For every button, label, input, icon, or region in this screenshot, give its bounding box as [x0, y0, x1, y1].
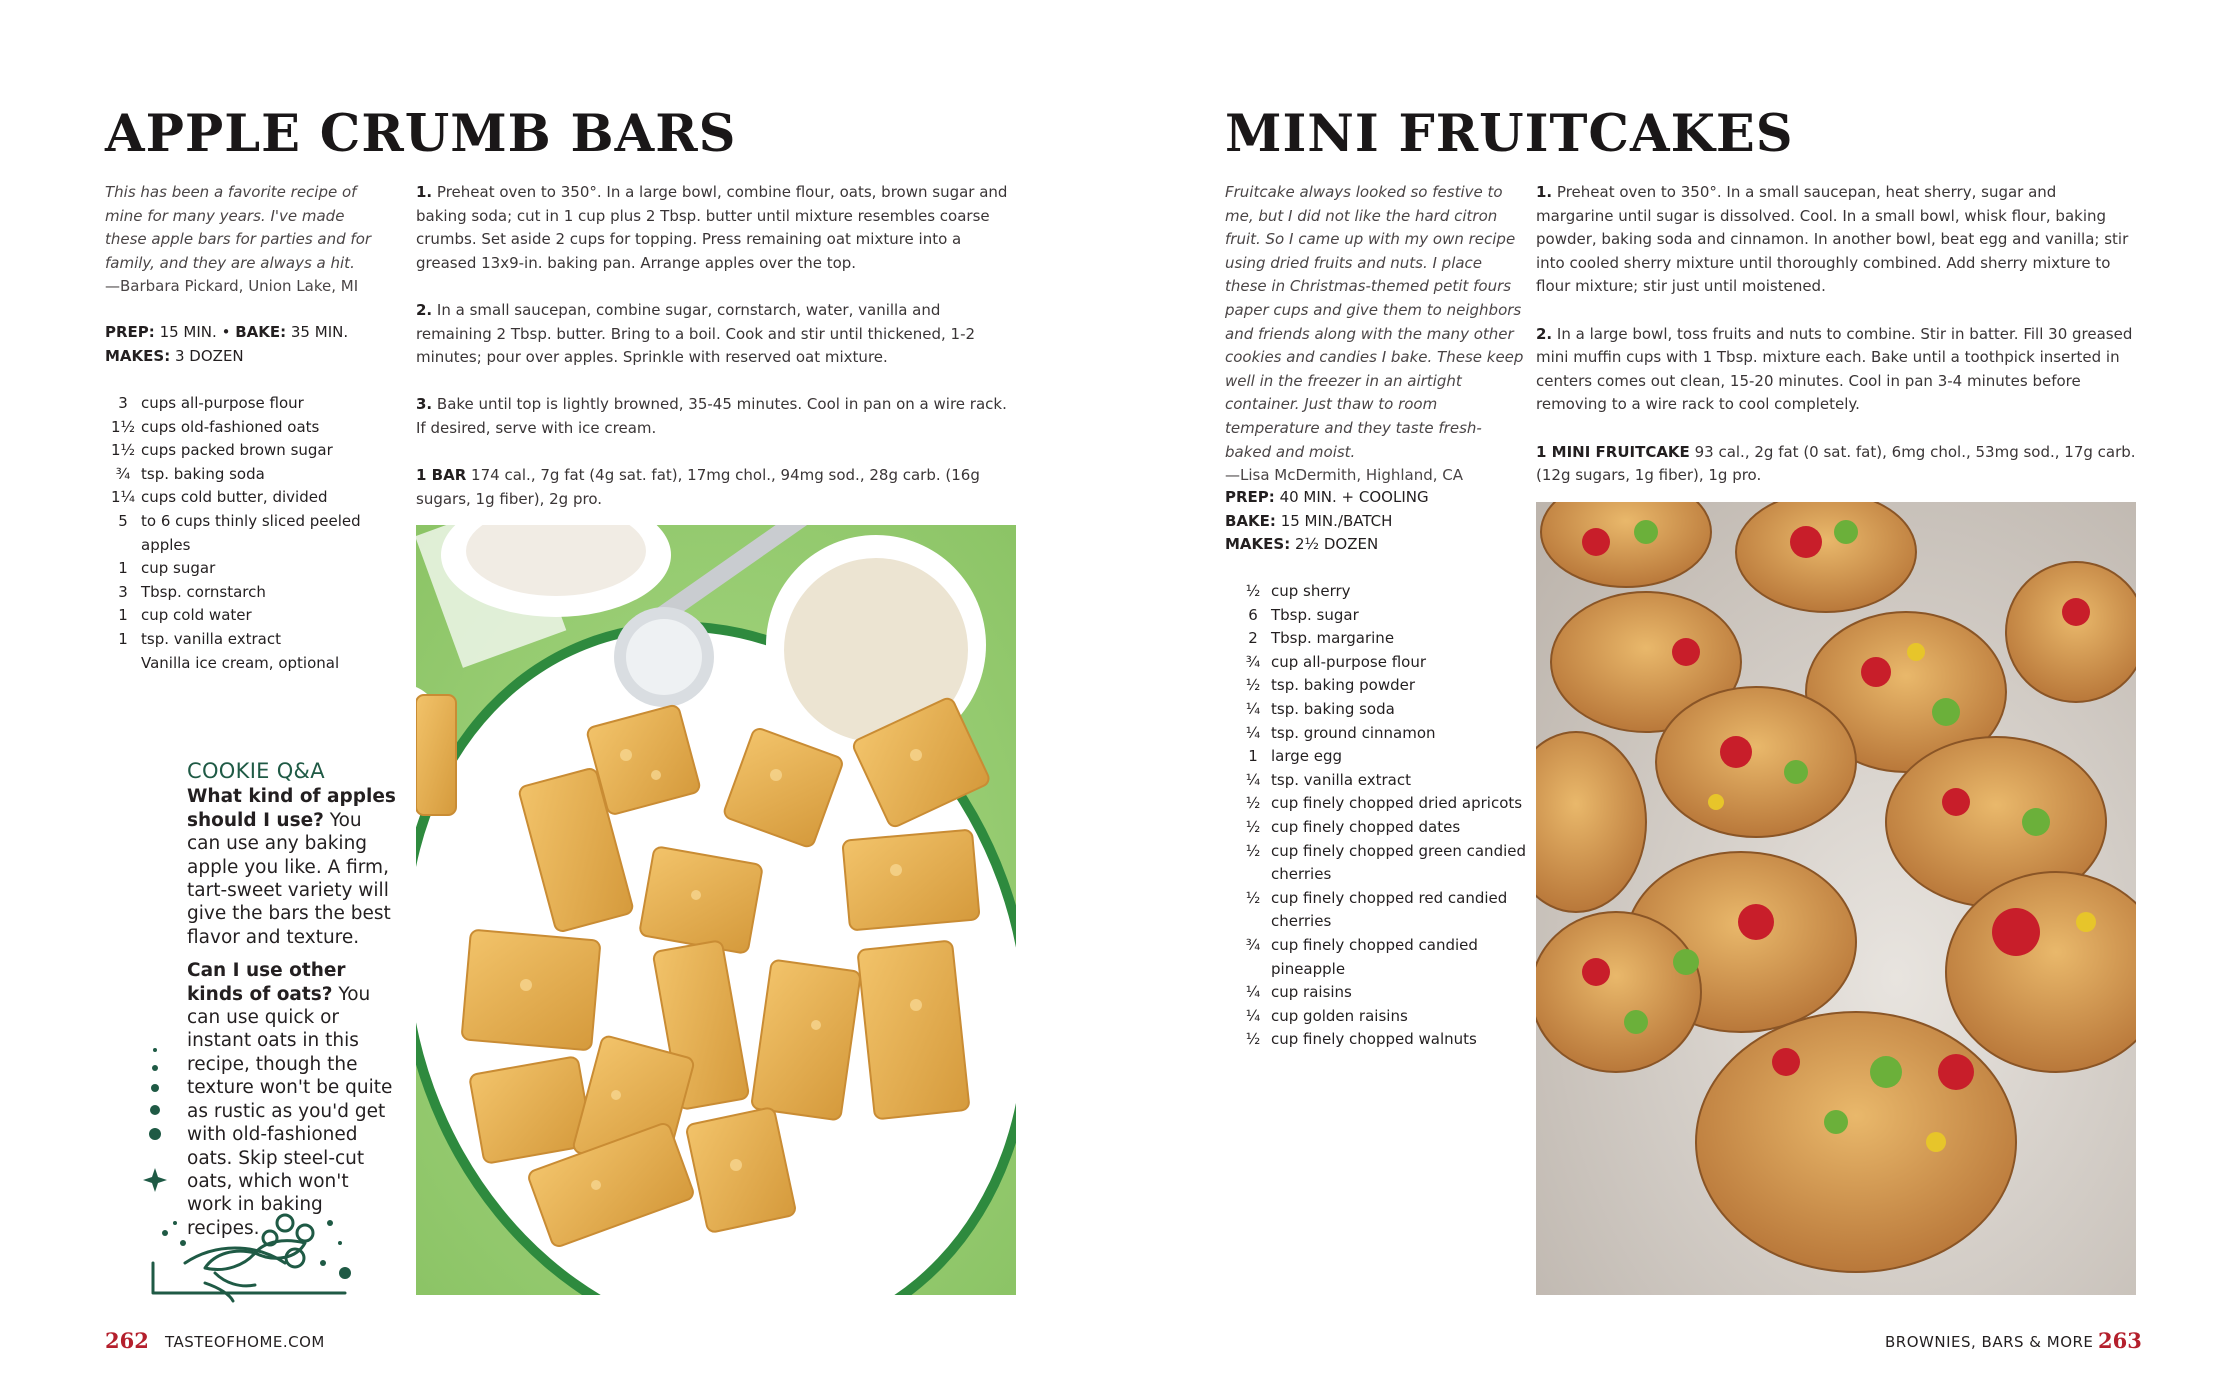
- page-number: 262: [105, 1328, 149, 1353]
- ingredient-item: 1 large egg: [1248, 747, 1343, 766]
- recipe-title: APPLE CRUMB BARS: [105, 104, 737, 164]
- qa-answer: You can use quick or instant oats in this recipe, though the texture won't be quite as rustic as you'd get with old-fashioned oats. Skip steel-cut oats, which won't work in baking recipes.: [187, 983, 393, 1239]
- qa-question: Can I use other kinds of oats?: [187, 960, 346, 1005]
- page-number: 263: [2098, 1328, 2142, 1353]
- makes-label: MAKES:: [105, 346, 171, 365]
- ingredient-item: 1 cup sugar: [118, 559, 216, 578]
- ingredient-item: ½ cup finely chopped dried apricots: [1245, 794, 1523, 813]
- ingredient-item: ½ cup finely chopped red candied cherries: [1245, 888, 1508, 931]
- ingredient-list: [1235, 580, 1535, 1052]
- photo-illustration: [1536, 502, 2136, 1295]
- recipe-title: MINI FRUITCAKES: [1225, 104, 1794, 164]
- intro-text: This has been a favorite recipe of mine for many years. I've made these apple bars for parties and for family, and they are always a hit.: [105, 183, 372, 272]
- photo-illustration: [416, 525, 1016, 1295]
- ingredient-item: 1 tsp. vanilla extract: [118, 629, 282, 648]
- ingredient-item: ¼ tsp. baking soda: [1245, 699, 1395, 718]
- bake-time: 35 MIN.: [290, 323, 349, 341]
- nutrition-facts: 1 MINI FRUITCAKE 93 cal., 2g fat (0 sat. fat), 6mg chol., 53mg sod., 17g carb. (12g sugars, 1g fiber), 1g pro.: [1536, 442, 2136, 485]
- direction-step: 1. Preheat oven to 350°. In a large bowl, combine flour, oats, brown sugar and baking soda; cut in 1 cup plus 2 Tbsp. butter until mixture resembles coarse crumbs. Set aside 2 cups for topping. Press remaining oat mixture into a greased 13x9-in. baking pan. Arrange apples over the top.: [416, 183, 1008, 272]
- ingredient-item: ¼ cup golden raisins: [1245, 1006, 1408, 1025]
- ingredient-item: ¼ cup raisins: [1245, 983, 1352, 1002]
- ingredient-item: 3 Tbsp. cornstarch: [118, 582, 266, 601]
- direction-step: 2. In a large bowl, toss fruits and nuts to combine. Stir in batter. Fill 30 greased mini muffin cups with 1 Tbsp. mixture each. Bake until a toothpick inserted in centers comes out clean, 15-20 minutes. Cool in pan 3-4 minutes before removing to a wire rack to cool completely.: [1536, 324, 2133, 414]
- ingredient-item: 6 Tbsp. sugar: [1248, 605, 1359, 624]
- ingredient-item: ¾ cup finely chopped candied pineapple: [1245, 935, 1478, 978]
- ingredient-item: 1½ cups packed brown sugar: [110, 441, 333, 460]
- ingredient-item: 2 Tbsp. margarine: [1248, 629, 1395, 648]
- ingredient-item: 1 cup cold water: [118, 606, 252, 625]
- ingredient-item: 1½ cups old-fashioned oats: [110, 417, 320, 436]
- directions: [1536, 181, 2136, 488]
- running-footer: TASTEOFHOME.COM: [165, 1333, 325, 1351]
- qa-item: [187, 785, 397, 949]
- apple-crumb-bars-photo: [416, 525, 1016, 1295]
- direction-step: 1. Preheat oven to 350°. In a small saucepan, heat sherry, sugar and margarine until sugar is dissolved. Cool. In a small bowl, whisk flour, baking powder, baking soda and cinnamon. In another bowl, beat egg and vanilla; stir into cooled sherry mixture until thoroughly combined. Add sherry mixture to flour mixture; stir just until moistened.: [1536, 183, 2129, 296]
- yield: 2½ DOZEN: [1295, 535, 1379, 554]
- ingredient-item: ½ tsp. baking powder: [1245, 676, 1416, 695]
- prep-time: 40 MIN. + COOLING: [1279, 488, 1429, 506]
- decorative-dots: [143, 1042, 173, 1202]
- ingredient-item: ¾ cup all-purpose flour: [1245, 652, 1426, 671]
- ingredient-item: ¼ tsp. vanilla extract: [1245, 770, 1412, 789]
- holly-icon: [145, 1203, 365, 1303]
- ingredient-item: 1¼ cups cold butter, divided: [110, 488, 328, 507]
- recipe-intro: [1225, 181, 1525, 488]
- qa-item: [187, 959, 397, 1240]
- recipe-intro: [105, 181, 390, 299]
- intro-text: Fruitcake always looked so festive to me, but I did not like the hard citron fruit. So I came up with my own recipe using dried fruits and nuts. I place these in Christmas-themed petit fours paper cups and give them to neighbors and friends along with the many other cookies and candies I bake. These keep well in the freezer in an airtight container. Just thaw to room temperature and they taste fresh-baked and moist.: [1225, 183, 1524, 461]
- qa-answer: You can use any baking apple you like. A firm, tart-sweet variety will give the bars the best flavor and texture.: [187, 809, 391, 948]
- byline: —Lisa McDermith, Highland, CA: [1225, 466, 1464, 485]
- recipe-meta: PREP: 15 MIN. • BAKE: 35 MIN. MAKES: 3 DOZEN: [105, 323, 349, 365]
- recipe-meta: [1225, 486, 1515, 557]
- bake-label: BAKE:: [1225, 511, 1276, 530]
- direction-step: 2. In a small saucepan, combine sugar, cornstarch, water, vanilla and remaining 2 Tbsp. butter. Bring to a boil. Cook and stir until thickened, 1-2 minutes; pour over apples. Sprinkle with reserved oat mixture.: [416, 300, 976, 367]
- yield: 3 DOZEN: [175, 346, 244, 365]
- ingredient-item: ½ cup finely chopped green candied cherries: [1245, 841, 1527, 884]
- running-footer: BROWNIES, BARS & MORE: [1885, 1333, 2094, 1351]
- ingredient-item: ¼ tsp. ground cinnamon: [1245, 723, 1436, 742]
- directions: [416, 181, 1016, 511]
- prep-time: 15 MIN.: [159, 323, 217, 341]
- ingredient-item: Vanilla ice cream, optional: [141, 653, 340, 672]
- ingredient-list: [105, 392, 385, 675]
- prep-label: PREP:: [105, 323, 155, 341]
- nutrition-facts: 1 BAR 174 cal., 7g fat (4g sat. fat), 17mg chol., 94mg sod., 28g carb. (16g sugars, 1g fiber), 2g pro.: [416, 466, 980, 508]
- ingredient-item: ½ cup sherry: [1245, 582, 1351, 600]
- makes-label: MAKES:: [1225, 535, 1291, 554]
- direction-step: 3. Bake until top is lightly browned, 35-45 minutes. Cool in pan on a wire rack. If desired, serve with ice cream.: [416, 395, 1007, 437]
- ingredient-item: ½ cup finely chopped dates: [1245, 817, 1461, 836]
- mini-fruitcakes-photo: [1536, 502, 2136, 1295]
- ingredient-item: 3 cups all-purpose flour: [118, 394, 304, 412]
- byline: —Barbara Pickard, Union Lake, MI: [105, 277, 359, 296]
- right-page: [1120, 0, 2240, 1400]
- qa-question: What kind of apples should I use?: [187, 786, 396, 831]
- prep-label: PREP:: [1225, 488, 1275, 506]
- qa-heading: COOKIE Q&A: [187, 759, 325, 783]
- ingredient-item: ½ cup finely chopped walnuts: [1245, 1030, 1477, 1049]
- ingredient-item: 5 to 6 cups thinly sliced peeled apples: [118, 511, 361, 554]
- cookie-qa-box: [187, 760, 397, 1250]
- bake-time: 15 MIN./BATCH: [1280, 511, 1393, 530]
- ingredient-item: ¾ tsp. baking soda: [115, 464, 265, 483]
- bake-label: BAKE:: [235, 323, 287, 341]
